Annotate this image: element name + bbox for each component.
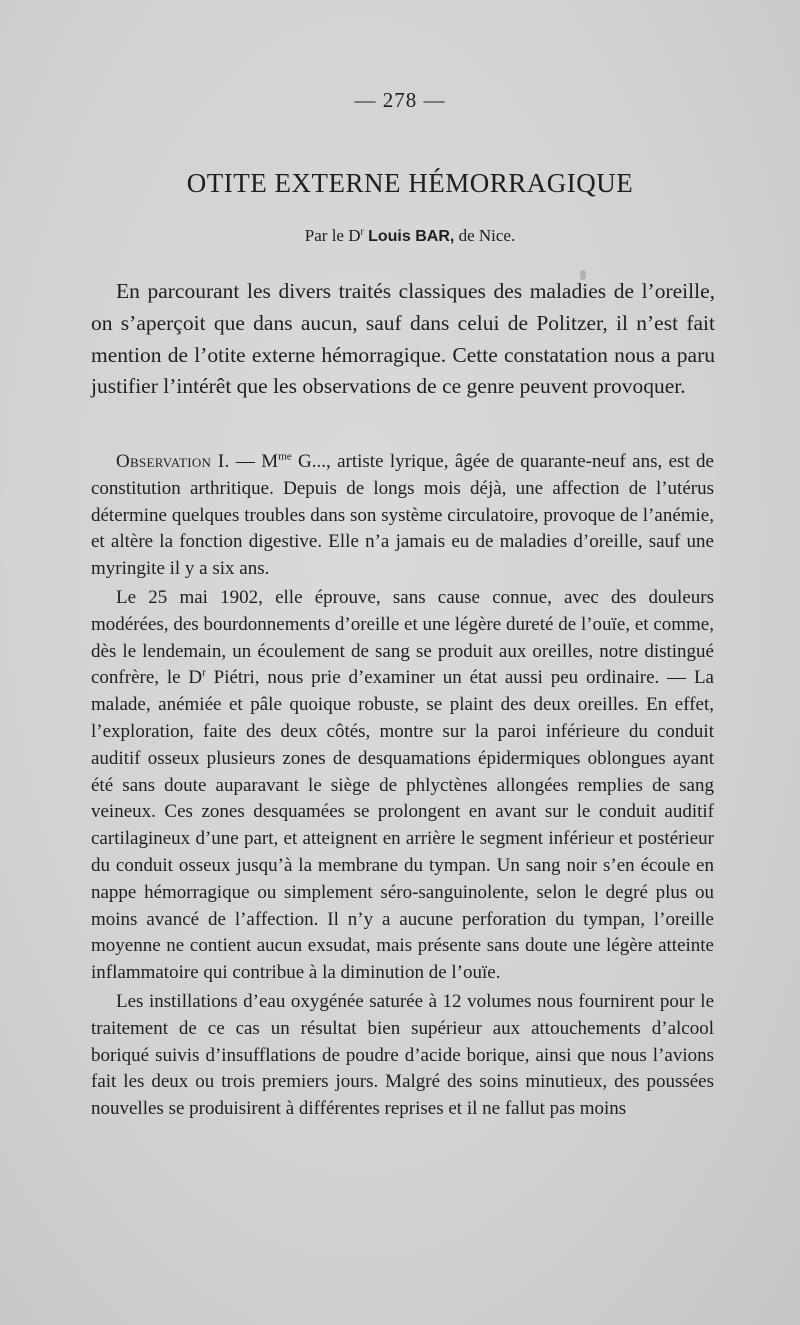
- observation-title-sup: me: [278, 450, 292, 463]
- paragraph-2-sup: r: [202, 667, 206, 680]
- ink-blot: [580, 270, 586, 280]
- page-number: — 278 —: [354, 88, 446, 112]
- byline-prefix: Par le D: [304, 226, 361, 245]
- observation-paragraph: [91, 449, 714, 583]
- article-title: OTITE EXTERNE HÉMORRAGIQUE: [186, 168, 634, 198]
- observation-dash: — M: [229, 451, 279, 472]
- author-location: de Nice.: [458, 226, 516, 245]
- body-text: [91, 449, 714, 1123]
- byline: [90, 226, 730, 246]
- paragraph-2-part1: Le 25 mai 1902, elle éprouve, sans cause connue, avec des douleurs modérées, des bourdonnements d’oreille et une légère dureté de l’ouïe, et comme, dès le lendemain, un écoulement de sang se produit aux oreilles, notre distingué confrère, le D: [91, 586, 714, 689]
- observation-heading: Observation I.: [116, 451, 230, 472]
- observation-text: G..., artiste lyrique, âgée de quarante-neuf ans, est de constitution arthritique. Depuis de longs mois déjà, une affection de l’utérus détermine quelques troubles dans son système circulatoire, provoque de l’anémie, et altère la fonction digestive. Elle n’a jamais eu de maladies d’oreille, sauf une myringite il y a six ans.: [91, 451, 714, 580]
- paragraph-2: [91, 585, 714, 987]
- byline-prefix-sup: r: [360, 226, 364, 238]
- paragraph-3: Les instillations d’eau oxygénée saturée à 12 volumes nous fournirent pour le traitement de ce cas un résultat bien supérieur aux attouchements d’alcool boriqué suivis d’insufflations de poudre d’acide borique, ainsi que nous l’avions fait les deux ou trois premiers jours. Malgré des soins minutieux, des poussées nouvelles se produisirent à différentes reprises et il ne fallut pas moins: [91, 990, 714, 1120]
- intro-paragraph: En parcourant les divers traités classiques des maladies de l’oreille, on s’aperçoit que dans aucun, sauf dans celui de Politzer, il n’est fait mention de l’otite externe hémorragique. Cette constatation nous a paru justifier l’intérêt que les observations de ce genre peuvent provoquer.: [91, 279, 715, 399]
- paragraph-2-part2: Piétri, nous prie d’examiner un état aussi peu ordinaire. — La malade, anémiée et pâle quoique robuste, se plaint des deux oreilles. En effet, l’exploration, faite des deux côtés, montre sur la paroi inférieure du conduit auditif osseux plusieurs zones de desquamations épidermiques oblongues ayant été sans doute auparavant le siège de phlyctènes allongées remplies de sang veineux. Ces zones desquamées se prolongent en avant sur le conduit auditif cartilagineux d’une part, et atteignent en arrière le segment inférieur et postérieur du conduit osseux jusqu’à la membrane du tympan. Un sang noir s’en écoule en nappe hémorragique ou simplement séro-sanguinolente, selon le degré plus ou moins avancé de l’affection. Il n’y a aucune perforation du tympan, l’oreille moyenne ne contient aucun exsudat, mais présente sans doute une légère atteinte inflammatoire qui contribue à la diminution de l’ouïe.: [91, 667, 714, 984]
- author-name: Louis BAR,: [368, 228, 455, 245]
